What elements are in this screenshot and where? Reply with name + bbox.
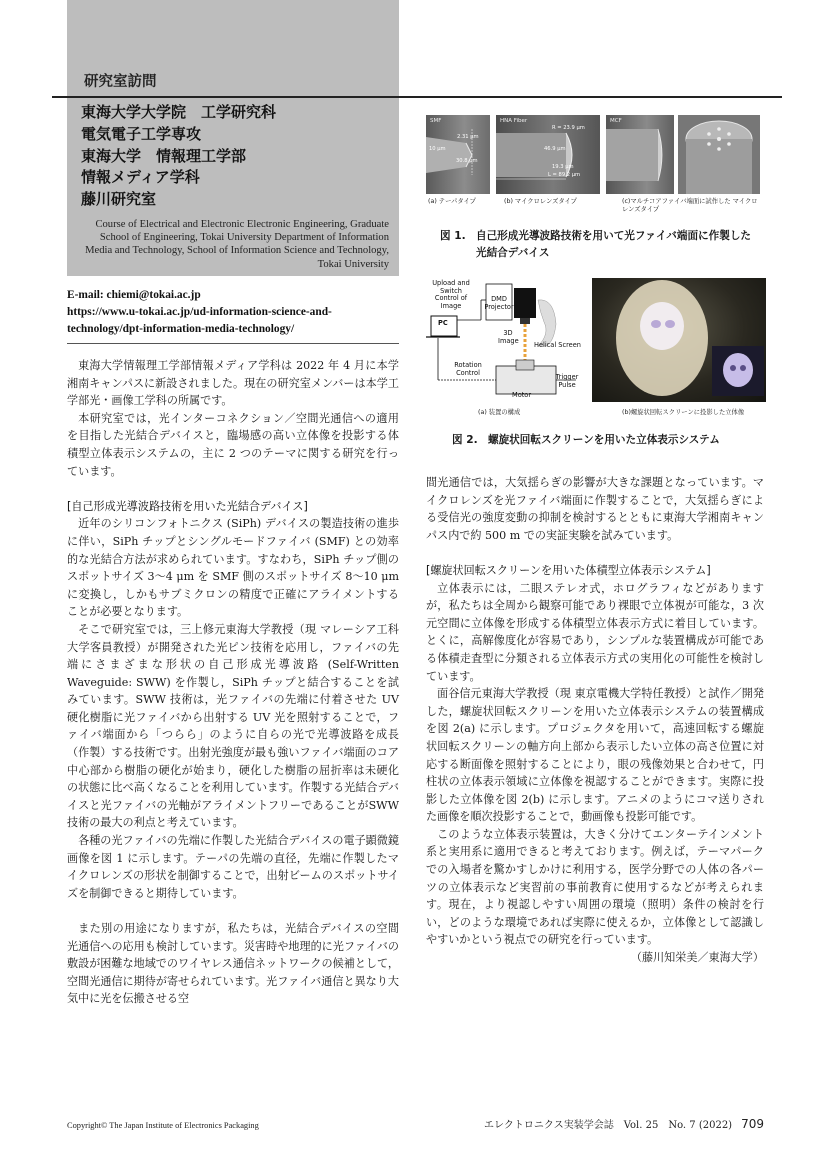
diagram-label-3d-image: 3D Image [498,329,519,345]
contact-block [67,287,399,338]
section-heading: [螺旋状回転スクリーンを用いた体積型立体表示システム] [426,563,711,577]
figure-sublabel: (c)マルチコアファイバ端面に試作した マイクロレンズタイプ [622,198,758,213]
measurement-label: 10 μm [429,146,446,152]
sem-image-smf [426,115,490,194]
section-label: 研究室訪問 [84,74,157,90]
figure-1-caption [440,228,760,261]
left-column [67,357,399,1008]
paragraph: 各種の光ファイバの先端に作製した光結合デバイスの電子顕微鏡画像を図 1 に示します。テーパの先端の直径，先端に作製したマイクロレンズの形状を制御することで，出射ビームのスポットサイズを制御できると期待しています。 [67,834,399,900]
caption-number: 図 1. [440,230,466,242]
diagram-label-dmd: DMD Projector [484,295,514,311]
caption-text: 螺旋状回転スクリーンを用いた立体表示システム [488,434,720,446]
contact-email[interactable]: E-mail: chiemi@tokai.ac.jp [67,289,201,301]
measurement-label: R = 23.9 μm [552,125,585,131]
diagram-label-trigger: Trigger Pulse [555,373,579,389]
figure-sublabel: (b)螺旋状回転スクリーンに投影した立体像 [622,409,745,416]
lab-title [81,102,391,211]
figure-2-caption [452,432,772,449]
paragraph: 面谷信元東海大学教授（現 東京電機大学特任教授）と試作／開発した，螺旋状回転スクリーンを用いた立体表示システムの装置構成を図 2(a) に示します。プロジェクタを用いて，高速回転する螺旋状回転スクリーンの軸方向上部から表示したい立体の高さ位置に対応する断面像を照射することにより，眼の残像効果と合わせて，円柱状の立体表示領域に立体像を視認することができます。実際に投影した立体像を図 2(b) に示します。アニメのようにコマ送りされた画像を順次投影することで，動画像も投影可能です。 [426,687,764,824]
paragraph: このような立体表示装置は，大きく分けてエンターテインメント系と実用系に適用できると考えております。例えば，テーマパークでの入場者を驚かすしかけに利用する，医学分野での人体の各パーツの立体表示など実習前の事前教育に使用するなどが考えられます。現在，より視認しやすい周囲の環境（照明）条件の検討を行い，どのような環境であれば実際に使えるか，立体像として認識しやすいかという視点での研究を行っています。 [426,827,764,947]
measurement-label: 30.8 μm [456,158,478,164]
paragraph: 間光通信では，大気揺らぎの影響が大きな課題となっています。マイクロレンズを光ファイバ端面に作製することで，大気揺らぎによる受信光の強度変動の抑制を検討するとともに東海大学湘南キャンパス内で約 500 m での実証実験を試みています。 [426,476,764,542]
sem-image-hna [496,115,600,194]
paragraph: 東海大学情報理工学部情報メディア学科は 2022 年 4 月に本学湘南キャンパスに新設されました。現在の研究室メンバーは本学工学部光・画像工学科の所属です。 [67,359,399,408]
footer-copyright: Copyright© The Japan Institute of Electronics Packaging [67,1121,259,1130]
figure-sublabel: (a) テーパタイプ [428,198,476,205]
paragraph: 本研究室では，光インターコネクション／空間光通信への適用を目指した光結合デバイスと，臨場感の高い立体像を投影する体積型立体表示システムの，主に 2 つのテーマに関する研究を行っています。 [67,411,399,478]
diagram-label-rotation: Rotation Control [454,361,482,377]
projected-3d-photo [592,278,766,402]
section-heading: [自己形成光導波路技術を用いた光結合デバイス] [67,499,308,513]
figure-sublabel: (a) 装置の構成 [478,409,521,416]
paragraph: 立体表示には，二眼ステレオ式，ホログラフィなどがありますが，私たちは全周から観察可能であり裸眼で立体視が可能な，3 次元空間に立体像を形成する体積型立体表示方式に着目しています。とくに，高解像度化が容易であり，シンプルな装置構成が可能である体積走査型に分類される立体表示方式の実用化の可能性を検討しています。 [426,581,764,683]
panel-tag: SMF [430,118,442,124]
caption-number: 図 2. [452,434,478,446]
page-number: 709 [741,1117,764,1131]
figure-1 [426,115,766,215]
right-column [426,474,764,967]
paragraph: また別の用途になりますが，私たちは，光結合デバイスの空間光通信への応用も検討しています。災害時や地理的に光ファイバの敷設が困難な地域でのワイヤレス通信ネットワークの候補として，空間光通信に期待が寄せられています。光ファイバ通信と異なり大気中に光を伝搬させる空 [67,922,399,1006]
lab-title-line: 東海大学大学院 工学研究科 [81,103,277,121]
paragraph: そこで研究室では，三上修元東海大学教授（現 マレーシア工科大学客員教授）が開発された光ピン技術を応用し，ファイバの先端にさまざまな形状の自己形成光導波路 (Self-Written Waveguide: SWW) を作製し，SiPh チップと結合することを試みています。SWW 技術は，光ファイバの先端に付着させた UV 硬化樹脂に光ファイバから出射する UV 光を照射することで，ファイバ端面から「つらら」のように自らの光で光導波路を成長（作製）する技術です。出射光強度が最も強いファイバ端面のコア中心部から樹脂の硬化が始まり，硬化した樹脂の屈折率は未硬化の状態に比べ高くなることを利用しています。作製する光結合デバイスと光ファイバの光軸がアライメントフリーであることがSWW 技術の最大の利点と考えています。 [67,622,399,830]
figure-2 [426,276,766,422]
lab-title-line: 藤川研究室 [81,190,157,209]
journal-name: エレクトロニクス実装学会誌 Vol. 25 No. 7 (2022) [484,1120,733,1131]
diagram-label-pc: PC [438,319,448,327]
lab-title-line: 電気電子工学専攻 [81,124,202,143]
measurement-label: L = 89.2 μm [548,172,581,178]
contact-url[interactable]: https://www.u-tokai.ac.jp/ud-information-science-and-technology/dpt-information-media-technology/ [67,306,332,335]
diagram-label-helical-screen: Helical Screen [534,341,581,349]
paragraph: 近年のシリコンフォトニクス (SiPh) デバイスの製造技術の進歩に伴い，SiPh チップとシングルモードファイバ (SMF) との効率的な光結合方法が求められています。すなわち，SiPh チップ側のスポットサイズ 3～4 μm を SMF 側のスポットサイズ 8～10 μm に変換し，しかもサブミクロンの精度で正確にアライメントすることが必要となります。 [67,517,399,619]
measurement-label: 19.3 μm [552,164,574,170]
figure-sublabel: (b) マイクロレンズタイプ [504,198,577,205]
contact-rule [67,343,399,344]
panel-tag: HNA Fiber [500,118,528,124]
measurement-label: 2.31 μm [457,134,479,140]
footer-journal [484,1116,764,1131]
lab-title-line: 東海大学 情報理工学部 [81,146,247,165]
author-signature: （藤川知栄美／東海大学） [630,951,764,965]
diagram-label-upload: Upload and Switch Control of Image [432,279,470,310]
caption-text: 自己形成光導波路技術を用いて光ファイバ端面に作製した光結合デバイス [476,230,752,259]
diagram-label-motor: Motor [512,391,532,399]
sem-image-mcf [606,115,674,194]
lab-title-line: 情報メディア学科 [81,168,200,187]
panel-tag: MCF [610,118,622,124]
header-rule [52,96,782,98]
sem-image-mcf-endface [678,115,760,194]
lab-english-name: Course of Electrical and Electronic Electronic Engineering, Graduate School of Engineering, Tokai University Department of Information Media and Technology, School of Information Science and Technology, Tokai University [85,219,389,270]
measurement-label: 46.9 μm [544,146,566,152]
